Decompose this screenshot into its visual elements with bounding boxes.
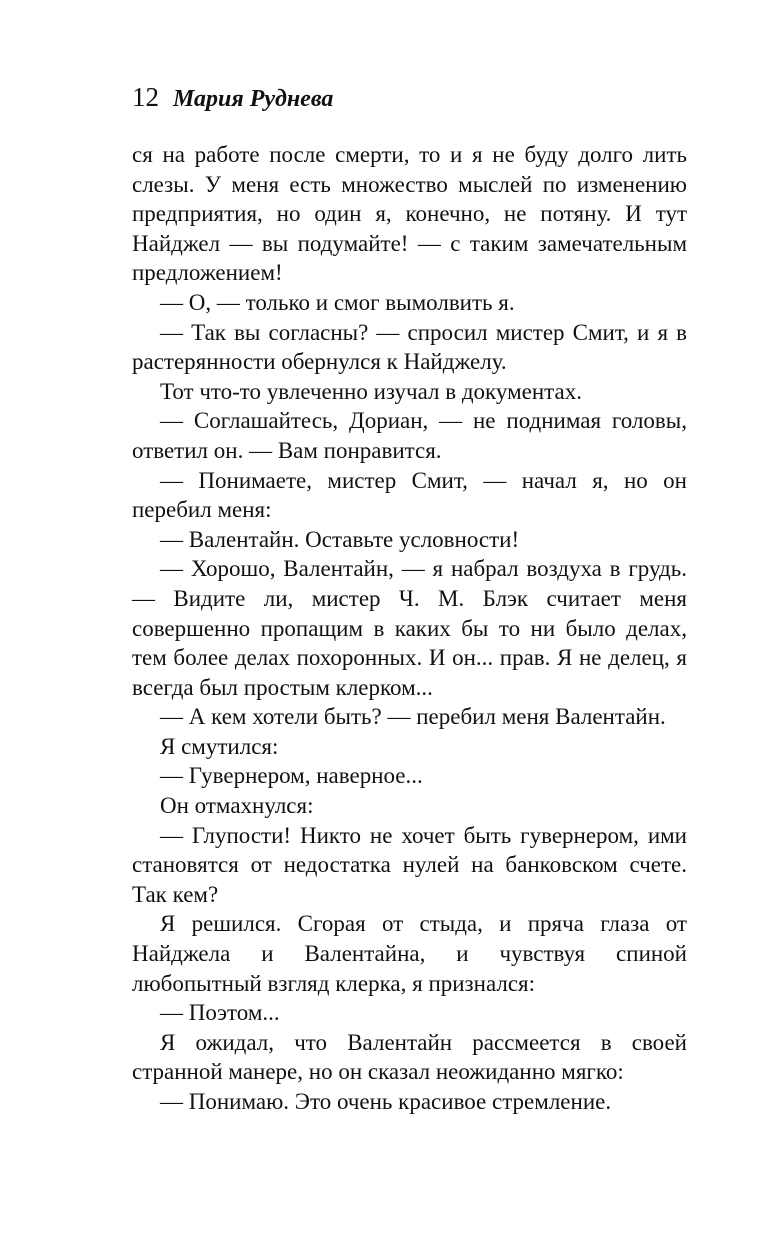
paragraph: — Гувернером, наверное... [160,763,423,789]
paragraph: Я смутился: [160,733,279,759]
running-head-author: Мария Руднева [173,86,334,112]
paragraph: — А кем хотели быть? — перебил меня Валентайн. [160,704,666,730]
paragraph: Я ожидал, что Валентайн рассмеется в своей странной манере, но он сказал неожиданно мягко: [132,1029,687,1085]
paragraph: — Понимаете, мистер Смит, — начал я, но он перебил меня: [132,467,687,523]
paragraph: Я решился. Сгорая от стыда, и пряча глаза от Найджела и Валентайна, и чувствуя спиной любопытный взгляд клерка, я признался: [132,911,687,996]
page-header [132,82,687,122]
paragraph: — О, — только и смог вымолвить я. [160,289,515,315]
body-text [132,140,687,1117]
page-number: 12 [132,82,159,112]
paragraph: — Хорошо, Валентайн, — я набрал воздуха в грудь. — Видите ли, мистер Ч. М. Блэк считает меня совершенно пропащим в каких бы то ни было делах, тем более делах похоронных. И он... прав. Я не делец, я всегда был простым клерком... [132,556,687,700]
paragraph: Он отмахнулся: [160,793,314,819]
paragraph: — Глупости! Никто не хочет быть гувернером, ими становятся от недостатка нулей на банковском счете. Так кем? [132,822,687,907]
paragraph: Тот что-то увлеченно изучал в документах. [160,378,582,404]
paragraph: — Поэтом... [160,1000,280,1026]
paragraph: — Соглашайтесь, Дориан, — не поднимая головы, ответил он. — Вам понравится. [132,408,687,463]
book-page [132,82,687,1117]
paragraph: — Валентайн. Оставьте условности! [160,526,520,552]
paragraph: — Так вы согласны? — спросил мистер Смит, и я в растерянности обернулся к Найджелу. [132,319,687,375]
paragraph: — Понимаю. Это очень красивое стремление. [160,1089,612,1114]
paragraph: ся на работе после смерти, то и я не буду долго лить слезы. У меня есть множество мыслей по изменению предприятия, но один я, конечно, не потяну. И тут Найджел — вы подумайте! — с таким замечательным предложением! [132,142,687,286]
